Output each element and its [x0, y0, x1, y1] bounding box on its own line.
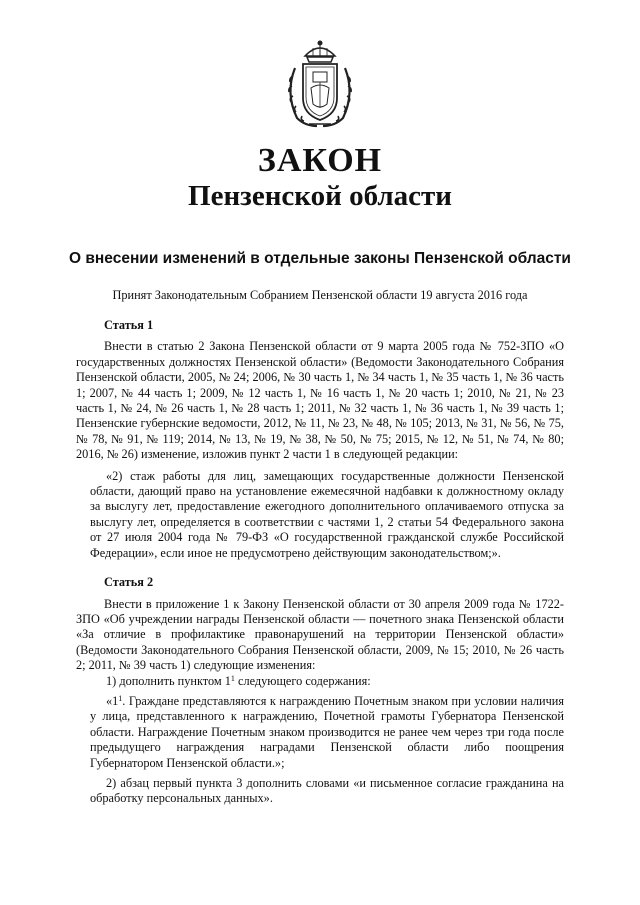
document-body — [76, 318, 564, 807]
article-2-item-2: 2) абзац первый пункта 3 дополнить словами «и письменное согласие гражданина на обработку персональных данных». — [90, 775, 564, 806]
article-1-quote: «2) стаж работы для лиц, замещающих государственные должности Пензенской области, дающий право на установление ежемесячной надбавки к должностному окладу за выслугу лет, предоставление ежегодного дополнительного оплачиваемого отпуска за выслугу лет, определяется в соответствии с частями 1, 2 статьи 54 Федерального закона от 27 июля 2004 года № 79-ФЗ «О государственной гражданской службе Российской Федерации», если иное не предусмотрено действующим законодательством;». — [90, 468, 564, 560]
document-title: ЗАКОН — [257, 142, 383, 179]
article-2-item-1: 1) дополнить пунктом $1^1$ следующего содержания: — [106, 673, 371, 688]
article-1-heading: Статья 1 — [104, 318, 154, 332]
article-1-intro: Внести в статью 2 Закона Пензенской области от 9 марта 2005 года № 752-ЗПО «О государственных должностях Пензенской области» (Ведомости Законодательного Собрания Пензенской области, 2005, № 24; 2006, № 30 часть 1, № 34 часть 1, № 35 часть 1, № 36 часть 1; 2007, № 44 часть 1; 2009, № 12 часть 1, № 16 часть 1, № 20 часть 1; 2010, № 21, № 23 часть 1, № 24, № 26 часть 1, № 28 часть 1; 2011, № 32 часть 1, № 36 часть 1, № 39 часть 1; Пензенские губернские ведомости, 2012, № 11, № 23, № 48, № 105; 2013, № 31, № 56, № 75, № 78, № 91, № 119; 2014, № 13, № 19, № 38, № 50, № 75; 2015, № 12, № 51, № 74, № 80; 2016, № 26) изменение, изложив пункт 2 части 1 в следующей редакции: — [76, 339, 564, 462]
article-2-heading: Статья 2 — [104, 575, 154, 590]
adoption-line: Принят Законодательным Собранием Пензенской области 19 августа 2016 года — [112, 288, 528, 302]
article-2-quote: «$1^1$. Граждане представляются к награждению Почетным знаком при условии наличия у лица, представленного к награждению, Почетной грамоты Губернатора Пензенской области. Награждение Почетным знаком производится не ранее чем через три года после предыдущего награждения наградами Пензенской области либо поощрения Губернатором Пензенской области.»; — [90, 693, 564, 770]
article-2-intro: Внести в приложение 1 к Закону Пензенской области от 30 апреля 2009 года № 1722-ЗПО «Об учреждении награды Пензенской области — почетного знака Пензенской области «За отличие в профилактике правонарушений на территории Пензенской области» (Ведомости Законодательного Собрания Пензенской области, 2009, № 15; 2010, № 26 часть 2; 2011, № 39 часть 1) следующие изменения: — [76, 596, 564, 673]
document-subtitle: Пензенской области — [188, 180, 452, 212]
law-name: О внесении изменений в отдельные законы Пензенской области — [69, 250, 571, 267]
coat-of-arms-icon — [283, 38, 357, 130]
